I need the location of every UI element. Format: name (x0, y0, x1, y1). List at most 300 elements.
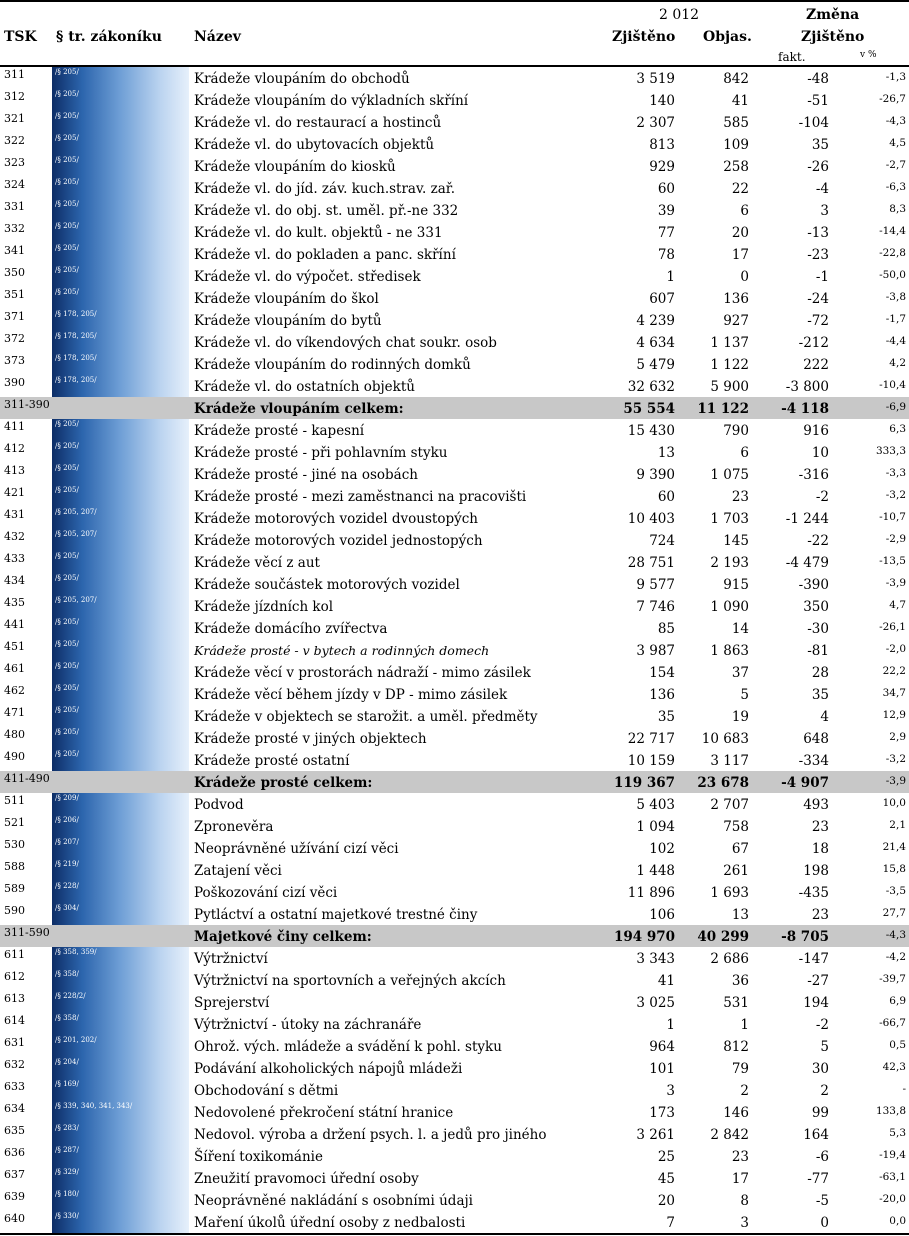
cell-zmena-fakt: -435 (798, 885, 829, 901)
cell-objasneno: 0 (740, 269, 749, 285)
cell-zmena-pct: -63,1 (879, 1171, 906, 1183)
cell-name: Pytláctví a ostatní majetkové trestné činy (194, 907, 478, 923)
cell-tsk: 421 (4, 486, 25, 499)
cell-zmena-fakt: -48 (807, 71, 829, 87)
cell-objasneno: 145 (723, 533, 749, 549)
cell-objasneno: 23 678 (697, 775, 749, 791)
cell-objasneno: 2 686 (710, 951, 749, 967)
cell-zjisteno: 85 (657, 621, 675, 637)
table-row (0, 353, 909, 375)
cell-zjisteno: 60 (657, 181, 675, 197)
cell-objasneno: 41 (731, 93, 749, 109)
cell-zmena-pct: 333,3 (875, 445, 906, 457)
cell-zmena-fakt: 222 (803, 357, 829, 373)
cell-paragraph (52, 419, 189, 441)
table-row (0, 133, 909, 155)
table-row (0, 683, 909, 705)
cell-tsk: 411-490 (4, 772, 50, 785)
cell-name: Krádeže prosté - v bytech a rodinných domech (194, 643, 490, 658)
cell-zmena-pct: -3,2 (885, 753, 906, 765)
table-row (0, 1145, 909, 1167)
cell-zmena-fakt: -3 800 (785, 379, 829, 395)
cell-tsk: 311-390 (4, 398, 50, 411)
cell-name: Nedovolené překročení státní hranice (194, 1105, 454, 1121)
table-row (0, 89, 909, 111)
cell-zmena-pct: -20,0 (879, 1193, 906, 1205)
cell-zjisteno: 10 159 (627, 753, 675, 769)
cell-zmena-fakt: -147 (798, 951, 829, 967)
cell-zjisteno: 1 448 (636, 863, 675, 879)
table-row (0, 705, 909, 727)
table-total-row (0, 397, 909, 419)
paragraph-label: /§ 180/ (55, 1190, 79, 1198)
cell-objasneno: 6 (740, 445, 749, 461)
table-row (0, 1211, 909, 1233)
cell-zjisteno: 929 (649, 159, 675, 175)
table-row (0, 309, 909, 331)
table-row (0, 375, 909, 397)
table-row (0, 265, 909, 287)
cell-tsk: 462 (4, 684, 25, 697)
cell-tsk: 637 (4, 1168, 25, 1181)
table-row (0, 485, 909, 507)
cell-tsk: 490 (4, 750, 25, 763)
cell-zmena-fakt: -4 118 (781, 401, 829, 417)
header-paragraph: § tr. zákoníku (56, 29, 162, 45)
cell-tsk: 321 (4, 112, 25, 125)
cell-paragraph (52, 639, 189, 661)
cell-paragraph (52, 1057, 189, 1079)
cell-zjisteno: 78 (657, 247, 675, 263)
paragraph-label: /§ 358, 359/ (55, 948, 97, 956)
cell-paragraph (52, 859, 189, 881)
cell-zmena-pct: -19,4 (879, 1149, 906, 1161)
paragraph-label: /§ 205/ (55, 442, 79, 450)
cell-zjisteno: 3 987 (636, 643, 675, 659)
cell-tsk: 588 (4, 860, 25, 873)
cell-paragraph (52, 705, 189, 727)
cell-zmena-fakt: 648 (803, 731, 829, 747)
cell-zmena-fakt: -334 (798, 753, 829, 769)
cell-zmena-fakt: 350 (803, 599, 829, 615)
cell-zmena-fakt: -13 (807, 225, 829, 241)
cell-paragraph (52, 1079, 189, 1101)
cell-tsk: 350 (4, 266, 25, 279)
cell-zmena-fakt: 35 (811, 687, 829, 703)
cell-zmena-pct: -10,4 (879, 379, 906, 391)
cell-objasneno: 1 (740, 1017, 749, 1033)
cell-zmena-fakt: -24 (807, 291, 829, 307)
cell-objasneno: 1 693 (710, 885, 749, 901)
paragraph-label: /§ 205/ (55, 750, 79, 758)
cell-objasneno: 2 707 (710, 797, 749, 813)
cell-paragraph (52, 111, 189, 133)
cell-zmena-fakt: -4 479 (785, 555, 829, 571)
cell-objasneno: 22 (731, 181, 749, 197)
cell-tsk: 451 (4, 640, 25, 653)
paragraph-label: /§ 201, 202/ (55, 1036, 97, 1044)
table-row (0, 749, 909, 771)
cell-zmena-pct: -13,5 (879, 555, 906, 567)
cell-tsk: 323 (4, 156, 25, 169)
cell-zmena-fakt: -22 (807, 533, 829, 549)
cell-zmena-fakt: -26 (807, 159, 829, 175)
cell-zjisteno: 3 025 (636, 995, 675, 1011)
cell-zjisteno: 2 307 (636, 115, 675, 131)
table-row (0, 969, 909, 991)
table-total-row (0, 925, 909, 947)
cell-paragraph (52, 331, 189, 353)
cell-paragraph (52, 1211, 189, 1233)
cell-zmena-pct: -26,1 (879, 621, 906, 633)
cell-tsk: 461 (4, 662, 25, 675)
cell-name: Zpronevěra (194, 819, 274, 835)
cell-tsk: 635 (4, 1124, 25, 1137)
cell-zjisteno: 1 094 (636, 819, 675, 835)
cell-tsk: 480 (4, 728, 25, 741)
cell-name: Krádeže prosté v jiných objektech (194, 731, 427, 747)
cell-objasneno: 1 703 (710, 511, 749, 527)
cell-tsk: 411 (4, 420, 25, 433)
cell-zjisteno: 4 634 (636, 335, 675, 351)
cell-objasneno: 10 683 (701, 731, 749, 747)
cell-name: Krádeže vl. do kult. objektů - ne 331 (194, 225, 443, 241)
cell-zjisteno: 41 (657, 973, 675, 989)
table-row (0, 155, 909, 177)
cell-objasneno: 20 (731, 225, 749, 241)
cell-objasneno: 6 (740, 203, 749, 219)
cell-zmena-fakt: 0 (820, 1215, 829, 1231)
table-row (0, 529, 909, 551)
cell-objasneno: 812 (723, 1039, 749, 1055)
paragraph-label: /§ 178, 205/ (55, 376, 97, 384)
cell-zmena-pct: 27,7 (882, 907, 906, 919)
cell-zmena-fakt: -390 (798, 577, 829, 593)
cell-name: Krádeže vl. do restaurací a hostinců (194, 115, 442, 131)
cell-paragraph (52, 221, 189, 243)
cell-paragraph (52, 485, 189, 507)
cell-zjisteno: 9 390 (636, 467, 675, 483)
header-zmena-zjisteno: Zjištěno (801, 29, 865, 45)
cell-zmena-fakt: 198 (803, 863, 829, 879)
cell-zmena-pct: -2,9 (885, 533, 906, 545)
cell-zmena-pct: 34,7 (882, 687, 906, 699)
cell-tsk: 633 (4, 1080, 25, 1093)
paragraph-label: /§ 205/ (55, 178, 79, 186)
cell-objasneno: 2 842 (710, 1127, 749, 1143)
table-row (0, 199, 909, 221)
cell-zmena-pct: 4,5 (889, 137, 906, 149)
cell-objasneno: 842 (723, 71, 749, 87)
cell-zmena-fakt: 10 (811, 445, 829, 461)
table-row (0, 507, 909, 529)
paragraph-label: /§ 205/ (55, 618, 79, 626)
cell-zjisteno: 22 717 (627, 731, 675, 747)
cell-name: Krádeže vl. do ostatních objektů (194, 379, 415, 395)
table-row (0, 1189, 909, 1211)
cell-paragraph (52, 463, 189, 485)
cell-name: Krádeže vloupáním do obchodů (194, 71, 410, 87)
cell-objasneno: 758 (723, 819, 749, 835)
table-row (0, 551, 909, 573)
paragraph-label: /§ 205/ (55, 684, 79, 692)
cell-name: Podávání alkoholických nápojů mládeži (194, 1061, 463, 1077)
cell-name: Krádeže věcí v prostorách nádraží - mimo zásilek (194, 665, 531, 681)
cell-paragraph (52, 177, 189, 199)
cell-name: Majetkové činy celkem: (194, 929, 372, 945)
cell-zmena-pct: 0,0 (889, 1215, 906, 1227)
cell-zmena-pct: 4,7 (889, 599, 906, 611)
table-body (0, 67, 909, 1233)
cell-objasneno: 36 (731, 973, 749, 989)
cell-paragraph (52, 67, 189, 89)
cell-tsk: 331 (4, 200, 25, 213)
cell-paragraph (52, 287, 189, 309)
cell-tsk: 413 (4, 464, 25, 477)
table-bottom-rule (0, 1233, 909, 1235)
cell-zjisteno: 35 (657, 709, 675, 725)
table-row (0, 1167, 909, 1189)
cell-zmena-fakt: -30 (807, 621, 829, 637)
table-row (0, 573, 909, 595)
cell-paragraph (52, 617, 189, 639)
paragraph-label: /§ 287/ (55, 1146, 79, 1154)
cell-name: Krádeže vl. do pokladen a panc. skříní (194, 247, 456, 263)
table-row (0, 419, 909, 441)
cell-tsk: 636 (4, 1146, 25, 1159)
cell-zjisteno: 3 (666, 1083, 675, 1099)
cell-tsk: 530 (4, 838, 25, 851)
cell-zjisteno: 25 (657, 1149, 675, 1165)
cell-zjisteno: 3 519 (636, 71, 675, 87)
cell-zmena-fakt: -2 (815, 489, 829, 505)
table-row (0, 793, 909, 815)
cell-zjisteno: 194 970 (613, 929, 675, 945)
header-tsk: TSK (4, 29, 37, 45)
cell-zjisteno: 3 261 (636, 1127, 675, 1143)
paragraph-label: /§ 205, 207/ (55, 508, 97, 516)
cell-objasneno: 2 (740, 1083, 749, 1099)
cell-name: Krádeže věcí během jízdy v DP - mimo zásilek (194, 687, 508, 703)
cell-objasneno: 8 (740, 1193, 749, 1209)
cell-paragraph (52, 815, 189, 837)
cell-zjisteno: 607 (649, 291, 675, 307)
cell-objasneno: 5 900 (710, 379, 749, 395)
cell-objasneno: 14 (731, 621, 749, 637)
header-zjisteno: Zjištěno (612, 29, 676, 45)
cell-tsk: 324 (4, 178, 25, 191)
paragraph-label: /§ 205/ (55, 288, 79, 296)
cell-name: Krádeže vloupáním do kiosků (194, 159, 396, 175)
header-objasneno: Objas. (703, 29, 752, 45)
cell-tsk: 511 (4, 794, 25, 807)
cell-zmena-pct: 5,3 (889, 1127, 906, 1139)
paragraph-label: /§ 205/ (55, 90, 79, 98)
cell-zmena-fakt: 23 (811, 907, 829, 923)
cell-zmena-pct: -10,7 (879, 511, 906, 523)
cell-zmena-fakt: -2 (815, 1017, 829, 1033)
cell-zmena-pct: -3,2 (885, 489, 906, 501)
cell-zjisteno: 119 367 (613, 775, 675, 791)
cell-objasneno: 67 (731, 841, 749, 857)
paragraph-label: /§ 207/ (55, 838, 79, 846)
paragraph-label: /§ 205/ (55, 156, 79, 164)
cell-tsk: 311-590 (4, 926, 50, 939)
cell-zmena-fakt: 99 (811, 1105, 829, 1121)
table-row (0, 221, 909, 243)
cell-paragraph (52, 661, 189, 683)
cell-name: Krádeže jízdních kol (194, 599, 334, 615)
cell-paragraph (52, 397, 189, 419)
paragraph-label: /§ 205/ (55, 552, 79, 560)
cell-objasneno: 1 863 (710, 643, 749, 659)
table-row (0, 1057, 909, 1079)
cell-tsk: 435 (4, 596, 25, 609)
cell-objasneno: 790 (723, 423, 749, 439)
cell-objasneno: 258 (723, 159, 749, 175)
cell-objasneno: 23 (731, 1149, 749, 1165)
cell-zmena-fakt: 35 (811, 137, 829, 153)
table-row (0, 947, 909, 969)
cell-name: Krádeže prosté - při pohlavním styku (194, 445, 448, 461)
cell-tsk: 521 (4, 816, 25, 829)
cell-tsk: 341 (4, 244, 25, 257)
paragraph-label: /§ 205/ (55, 222, 79, 230)
cell-paragraph (52, 551, 189, 573)
cell-name: Krádeže vl. do výpočet. středisek (194, 269, 421, 285)
cell-paragraph (52, 243, 189, 265)
cell-zmena-pct: 6,9 (889, 995, 906, 1007)
cell-name: Výtržnictví na sportovních a veřejných akcích (194, 973, 506, 989)
cell-tsk: 611 (4, 948, 25, 961)
cell-name: Krádeže vl. do obj. st. uměl. př.-ne 332 (194, 203, 459, 219)
paragraph-label: /§ 330/ (55, 1212, 79, 1220)
paragraph-label: /§ 204/ (55, 1058, 79, 1066)
table-row (0, 1101, 909, 1123)
cell-zmena-pct: 21,4 (882, 841, 906, 853)
cell-zmena-pct: -4,2 (885, 951, 906, 963)
cell-zmena-fakt: -72 (807, 313, 829, 329)
table-row (0, 859, 909, 881)
paragraph-label: /§ 205/ (55, 574, 79, 582)
cell-paragraph (52, 727, 189, 749)
cell-name: Krádeže věcí z aut (194, 555, 320, 571)
cell-objasneno: 531 (723, 995, 749, 1011)
cell-tsk: 640 (4, 1212, 25, 1225)
paragraph-label: /§ 205/ (55, 464, 79, 472)
cell-name: Krádeže prosté - jiné na osobách (194, 467, 418, 483)
cell-tsk: 590 (4, 904, 25, 917)
paragraph-label: /§ 206/ (55, 816, 79, 824)
cell-tsk: 431 (4, 508, 25, 521)
cell-zjisteno: 15 430 (627, 423, 675, 439)
cell-name: Krádeže domácího zvířectva (194, 621, 388, 637)
table-row (0, 111, 909, 133)
cell-objasneno: 11 122 (697, 401, 749, 417)
paragraph-label: /§ 205/ (55, 640, 79, 648)
cell-tsk: 612 (4, 970, 25, 983)
table-row (0, 881, 909, 903)
table-row (0, 243, 909, 265)
cell-name: Krádeže v objektech se starožit. a uměl. předměty (194, 709, 538, 725)
cell-zjisteno: 7 (666, 1215, 675, 1231)
cell-zmena-fakt: 4 (820, 709, 829, 725)
table-row (0, 727, 909, 749)
paragraph-label: /§ 329/ (55, 1168, 79, 1176)
cell-zjisteno: 4 239 (636, 313, 675, 329)
cell-name: Krádeže prosté - mezi zaměstnanci na pracovišti (194, 489, 527, 505)
cell-zmena-pct: 22,2 (882, 665, 906, 677)
table-row (0, 331, 909, 353)
cell-zmena-fakt: 23 (811, 819, 829, 835)
paragraph-label: /§ 209/ (55, 794, 79, 802)
cell-zmena-fakt: 5 (820, 1039, 829, 1055)
cell-tsk: 613 (4, 992, 25, 1005)
paragraph-label: /§ 205/ (55, 68, 79, 76)
cell-name: Krádeže prosté - kapesní (194, 423, 365, 439)
cell-name: Zatajení věci (194, 863, 282, 879)
cell-zjisteno: 101 (649, 1061, 675, 1077)
cell-name: Ohrož. vých. mládeže a svádění k pohl. styku (194, 1039, 502, 1055)
cell-paragraph (52, 793, 189, 815)
cell-zjisteno: 154 (649, 665, 675, 681)
cell-name: Krádeže prosté celkem: (194, 775, 373, 791)
paragraph-label: /§ 205, 207/ (55, 530, 97, 538)
paragraph-label: /§ 205/ (55, 420, 79, 428)
cell-zmena-pct: -3,3 (885, 467, 906, 479)
cell-objasneno: 585 (723, 115, 749, 131)
cell-paragraph (52, 1189, 189, 1211)
cell-paragraph (52, 507, 189, 529)
cell-tsk: 634 (4, 1102, 25, 1115)
cell-zjisteno: 106 (649, 907, 675, 923)
cell-objasneno: 109 (723, 137, 749, 153)
cell-objasneno: 37 (731, 665, 749, 681)
cell-tsk: 412 (4, 442, 25, 455)
cell-paragraph (52, 1013, 189, 1035)
cell-zjisteno: 77 (657, 225, 675, 241)
cell-objasneno: 915 (723, 577, 749, 593)
cell-paragraph (52, 947, 189, 969)
table-total-row (0, 771, 909, 793)
cell-paragraph (52, 881, 189, 903)
cell-paragraph (52, 837, 189, 859)
cell-name: Krádeže vl. do ubytovacích objektů (194, 137, 435, 153)
cell-paragraph (52, 199, 189, 221)
cell-zjisteno: 45 (657, 1171, 675, 1187)
cell-zmena-fakt: 28 (811, 665, 829, 681)
cell-zmena-pct: 42,3 (882, 1061, 906, 1073)
cell-paragraph (52, 529, 189, 551)
cell-tsk: 434 (4, 574, 25, 587)
cell-zjisteno: 60 (657, 489, 675, 505)
cell-tsk: 433 (4, 552, 25, 565)
cell-zjisteno: 173 (649, 1105, 675, 1121)
cell-paragraph (52, 1167, 189, 1189)
cell-tsk: 432 (4, 530, 25, 543)
cell-paragraph (52, 309, 189, 331)
cell-zmena-fakt: -81 (807, 643, 829, 659)
table-row (0, 595, 909, 617)
cell-zmena-fakt: -51 (807, 93, 829, 109)
paragraph-label: /§ 339, 340, 341, 343/ (55, 1102, 133, 1110)
cell-paragraph (52, 925, 189, 947)
cell-zjisteno: 724 (649, 533, 675, 549)
paragraph-label: /§ 178, 205/ (55, 310, 97, 318)
cell-objasneno: 5 (740, 687, 749, 703)
cell-zjisteno: 7 746 (636, 599, 675, 615)
cell-name: Poškozování cizí věci (194, 885, 338, 901)
